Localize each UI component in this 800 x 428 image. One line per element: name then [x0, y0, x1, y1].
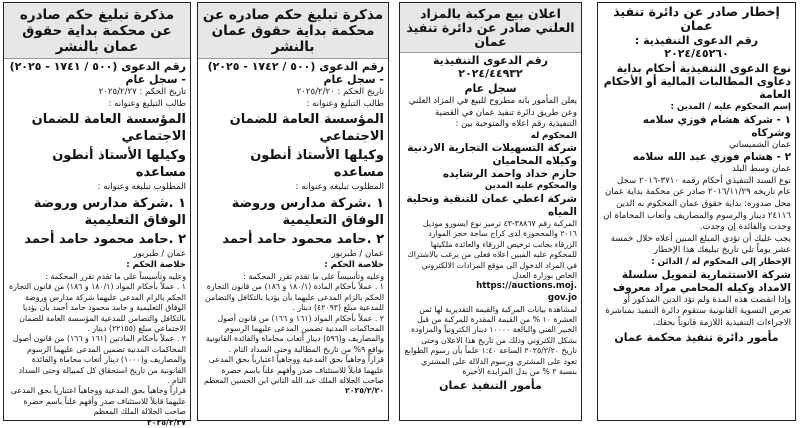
address: عمان / طبربور [331, 248, 384, 259]
debtor-label: والمحكوم عليه المدين [484, 181, 577, 192]
notice-body: يعلن المأمور بانه مطروح للبيع في المزاد العلني وعن طريق دائرة تنفيذ عمان في القضية التنفيذية رقم اعلاه والمتوجبة بين : [408, 96, 577, 130]
signature: مأمور التنفيذ عمان [439, 379, 542, 393]
notice-title: اعلان بيع مركبة بالمزاد العلني صادر عن دائرة تنفيذ عمان [400, 3, 581, 53]
notice-body: وعليه وتأسيساً على ما تقدم تقرر المحكمة : [45, 271, 186, 281]
notice-body: ١ . عملاً بأحكام المواد (١٨٠/١ و ١٨٦) من قانون التجارة الحكم بالزام المدعى عليهما شركة مدارس وروضة الوفاق التعليمية و حامد محمود حامد أحمد بأن يؤديا بالتكافل والتضامن للمدعية المؤسسة العامة للضمان الاجتماعي مبلغ (٢٢١٥٥) دينار . [8, 282, 186, 333]
respondent-1: ١ .شركة مدارس وروضة الوفاق التعليمية [231, 195, 384, 228]
judgment-date: تاريخ الحكم : ٢٠٢٥/٢/٢٧ [98, 87, 186, 97]
notice-body: ٢ . عملاً بأحكام المواد (١٦١ و ١٦٦) من قانون أصول المحاكمات المدنية تضمين المدعى عليهما الرسوم والمصاريف و(٥٩٦) دينار أتعاب محاماة والفائدة القانونية بواقع ٩% من تاريخ المطالبة وحتى السداد التام . [205, 313, 384, 354]
judgment-notice [197, 2, 389, 421]
auction-url[interactable]: https://auctions.moj. [476, 281, 577, 292]
creditor-label: الإخطار إلى المحكوم له / الدائن : [651, 256, 791, 267]
creditor-label: المحكوم له [530, 130, 577, 141]
footer-date: ٢٠٢٥/٢/٢٧ [146, 417, 186, 427]
judgment-date: تاريخ الحكم : ٢٠٢٥/٢/٢٠ [296, 87, 384, 97]
notice-body: المركبة رقم ٣٨٨٦٧-٤٣ ترميز نوع ايسوزو موديل ٢٠١٦ والمحجوزة لدى كراج ساحة حجز الموارد الزرقاء بجانب ترخيص الزرقاء والعائدة ملكيتها للمحكوم عليه المبين اعلاه فعلى من يرغب بالاشتراك في المزاد الدخول الى موقع المزادات الالكتروني الخاص بوزارة العدل [407, 218, 577, 280]
case-number: رقم الدعوى (٥٠٠ / ١٧٤١ - ٢٠٢٥) - سجل عام [9, 60, 186, 86]
footer-date: ٢٠٢٥/٢/٢٠ [344, 386, 384, 396]
creditor-agent: وكيلاه المحاميان [492, 155, 577, 168]
summary-label: خلاصة الحكم : [126, 260, 186, 271]
debtor-2: ٢ - هشام فوزي عبد الله سلامه [632, 151, 791, 164]
notice-title: إخطار صادر عن دائرة تنفيذ عمان [613, 4, 780, 33]
case-number: رقم الدعوى التنفيذية ٢٠٢٤/٤٤٩٣٢ [432, 54, 548, 80]
debtor: شركة اعطي عمان للتنقية وتحلية المياه [406, 192, 577, 218]
respondent-2: ٢ .حامد محمود حامد أحمد [222, 231, 384, 247]
case-number: رقم الدعوى التنفيذية : ٢٠٢٤/٤٥٢٦٠ [634, 34, 759, 60]
address: عمان / طبربور [133, 248, 186, 259]
case-number: رقم الدعوى (٥٠٠ / ١٧٤٢ - ٢٠٢٥) - سجل عام [207, 60, 384, 86]
plaintiff: المؤسسة العامة للضمان الاجتماعي [31, 112, 186, 145]
notice-body: نوع السند التنفيذي أحكام رقمه ٣٧١٠-٢٠١٦ سجل عام تاريخه ٢٠١٦/١١/٢٩ صادر عن محكمة بداية عمان محل صدوره: بداية حقوق عمان المحكوم به الدين ٢٤١١٦ دينار والرسوم والمصاريف وأتعاب المحاماة ان وجدت والفائدة إن وجدت. [603, 175, 791, 233]
creditor: شركة التسهيلات التجارية الاردنية [407, 142, 577, 155]
plaintiff-agent: وكيلها الأستاذ أنطون مساعده [250, 148, 384, 181]
auction-notice [399, 2, 582, 421]
claim-type: نوع الدعوى التنفيذية أحكام بداية دعاوى المطالبات المالية أو الأحكام العامة [603, 62, 791, 101]
notice-title: مذكرة تبليغ حكم صادره عن محكمة بداية حقوق عمان بالنشر [4, 3, 190, 59]
auction-url-domain[interactable]: gov.jo [547, 293, 577, 303]
lawyers: حازم حداد واحمد الرشايده [442, 168, 577, 181]
notice-title: مذكرة تبليغ حكم صادره عن محكمة بداية حقوق عمان بالنشر [198, 3, 388, 59]
respondent-1: ١ .شركة مدارس وروضة الوفاق التعليمية [33, 195, 186, 228]
debtor-1-address: عمان الشميساني [729, 139, 791, 150]
execution-notice [597, 2, 796, 421]
notice-body: ٢ . عملاً بأحكام المادتين (١٦١ و ١٦٦) من قانون أصول المحاكمات المدنية تضمين المدعى عليهما الرسوم والمصاريف و(١٠٠٠) دينار أتعاب محاماة والفائدة القانونية من تاريخ استحقاق كل كمبيالة وحتى السداد التام . [12, 334, 186, 386]
notice-body: وعليه وتأسيساً على ما تقدم تقرر المحكمة : [243, 271, 384, 281]
notice-body: قراراً وجاهياً بحق المدعية ووجاهياً اعتبارياً بحق المدعى عليهما قابلاً للاستئناف صدر وأفهم علناً باسم حضرة صاحب الجلالة الملك عبد الله الثاني ابن الحسين المعظم [203, 355, 384, 386]
plaintiff-label: طالب التبليغ وعنوانه : [108, 98, 186, 109]
creditor: شركة الاستثمارية لتمويل سلسلة الامداد وكيله المحامي مراد معروف [612, 268, 791, 294]
notice-body: وإذا انقضت هذه المدة ولم تؤد الدين المذكور أو تعرض التسوية القانونية ستقوم دائرة التنفيذ بمباشرة الاجراءات التنفيذية اللازمة قانوناً بحقك. [605, 294, 791, 328]
respondent-label: المطلوب تبليغه وعنوانه : [295, 182, 384, 193]
summary-label: خلاصة الحكم : [324, 260, 384, 271]
debtor-label: إسم المحكوم عليه / المدين : [670, 102, 791, 112]
debtor-2-address: عمان وسط البلد [732, 164, 791, 175]
notice-body: ١ . عملاً بأحكام المادة (١٨٠/١ و ١٨٦) من قانون التجارة الحكم بالزام المدعى عليهما بأن يؤديا بالتكافل والتضامن للمدعية مبلغ (٤٢٠٩٣) دينار . [205, 282, 384, 313]
plaintiff-agent: وكيلها الأستاذ أنطون مساعده [52, 148, 186, 181]
signature: مأمور دائرة تنفيذ محكمة عمان [614, 331, 779, 345]
notice-body: لمشاهدة بيانات المركبة والقيمة التقديرية لها ثمن العشرة ١٠ % من القيمة المقدرة للمركبة من قبل الخبير الفني والبالغة ١٠٠٠٠ دينار الكترونياً والمزاودة بشكل الكتروني وذلك من تاريخ هذا الاعلان وحتى تاريخ ٢٠٢٥/٢/٢٠ الساعة ١:٤٠ علماً بأن رسوم الطوابع تعود على المشتري ورسوم الدلالة على المشتري بنسبة ٢ % من بدل المزايدة الأخيرة [404, 304, 577, 377]
plaintiff-label: طالب التبليغ وعنوانه : [306, 98, 384, 109]
plaintiff: المؤسسة العامة للضمان الاجتماعي [229, 112, 384, 145]
notice-body: قراراً وجاهياً بحق المدعية ووجاهياً اعتبارياً بحق المدعى عليهما قابلاً للاستئناف صدر وأفهم علناً باسم حضرة صاحب الجلالة الملك المعظم [10, 386, 186, 417]
respondent-label: المطلوب تبليغه وعنوانه : [97, 182, 186, 193]
respondent-2: ٢ .حامد محمود حامد أحمد [24, 231, 186, 247]
court-register: سجل عام [464, 82, 517, 95]
notice-body: يجب عليك أن تؤدي المبلغ المبين أعلاه خلال خمسة عشر يوماً تلي تاريخ تبليغك هذا الإخطار [610, 233, 791, 256]
judgment-notice [3, 2, 191, 427]
debtor-1: ١ - شركة هشام فوزي سلامه وشركاه [642, 113, 791, 139]
